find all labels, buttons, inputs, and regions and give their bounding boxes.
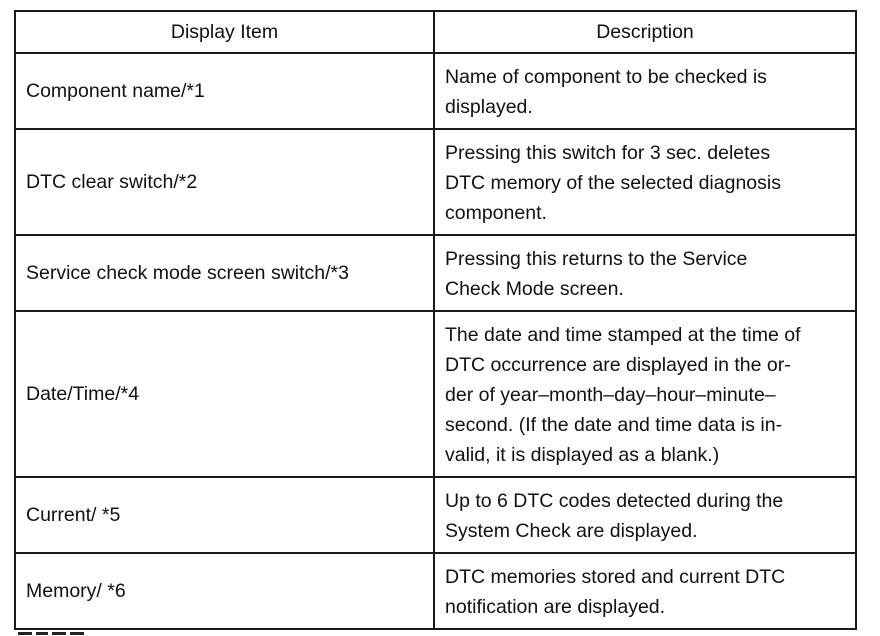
description-line: System Check are displayed. (445, 520, 698, 542)
cutoff-text-fragment (18, 626, 88, 636)
header-description: Description (434, 11, 856, 53)
row-description (434, 53, 856, 129)
row-item-current: Current/ *5 (15, 477, 434, 553)
row-item-memory: Memory/ *6 (15, 553, 434, 629)
cutoff-glyph (36, 632, 48, 635)
row-description (434, 553, 856, 629)
row-item-service-check-switch: Service check mode screen switch/*3 (15, 235, 434, 311)
description-line: displayed. (445, 96, 533, 118)
description-line: Pressing this switch for 3 sec. deletes (445, 142, 771, 164)
description-line: DTC memory of the selected diagnosis (445, 172, 781, 194)
description-line: der of year–month–day–hour–minute– (445, 384, 776, 406)
table-row (15, 311, 856, 477)
description-line: valid, it is displayed as a blank.) (445, 444, 720, 466)
row-description (434, 311, 856, 477)
description-line: DTC occurrence are displayed in the or- (445, 354, 791, 376)
row-description (434, 235, 856, 311)
display-item-table (14, 10, 857, 630)
row-item-component-name: Component name/*1 (15, 53, 434, 129)
description-line: component. (445, 202, 547, 224)
row-description (434, 477, 856, 553)
row-description (434, 129, 856, 235)
table-row (15, 129, 856, 235)
table-row (15, 477, 856, 553)
description-line: Name of component to be checked is (445, 66, 767, 88)
table-row (15, 53, 856, 129)
cutoff-glyph (18, 632, 32, 635)
description-line: The date and time stamped at the time of (445, 324, 801, 346)
description-line: second. (If the date and time data is in- (445, 414, 783, 436)
table-header-row (15, 11, 856, 53)
row-item-dtc-clear-switch: DTC clear switch/*2 (15, 129, 434, 235)
cutoff-glyph (52, 632, 66, 635)
description-line: Up to 6 DTC codes detected during the (445, 490, 784, 512)
table-row (15, 553, 856, 629)
cutoff-glyph (70, 632, 84, 635)
row-item-date-time: Date/Time/*4 (15, 311, 434, 477)
description-line: notification are displayed. (445, 596, 666, 618)
description-line: Check Mode screen. (445, 278, 624, 300)
header-display-item: Display Item (15, 11, 434, 53)
description-line: DTC memories stored and current DTC (445, 566, 786, 588)
table-row (15, 235, 856, 311)
description-line: Pressing this returns to the Service (445, 248, 748, 270)
